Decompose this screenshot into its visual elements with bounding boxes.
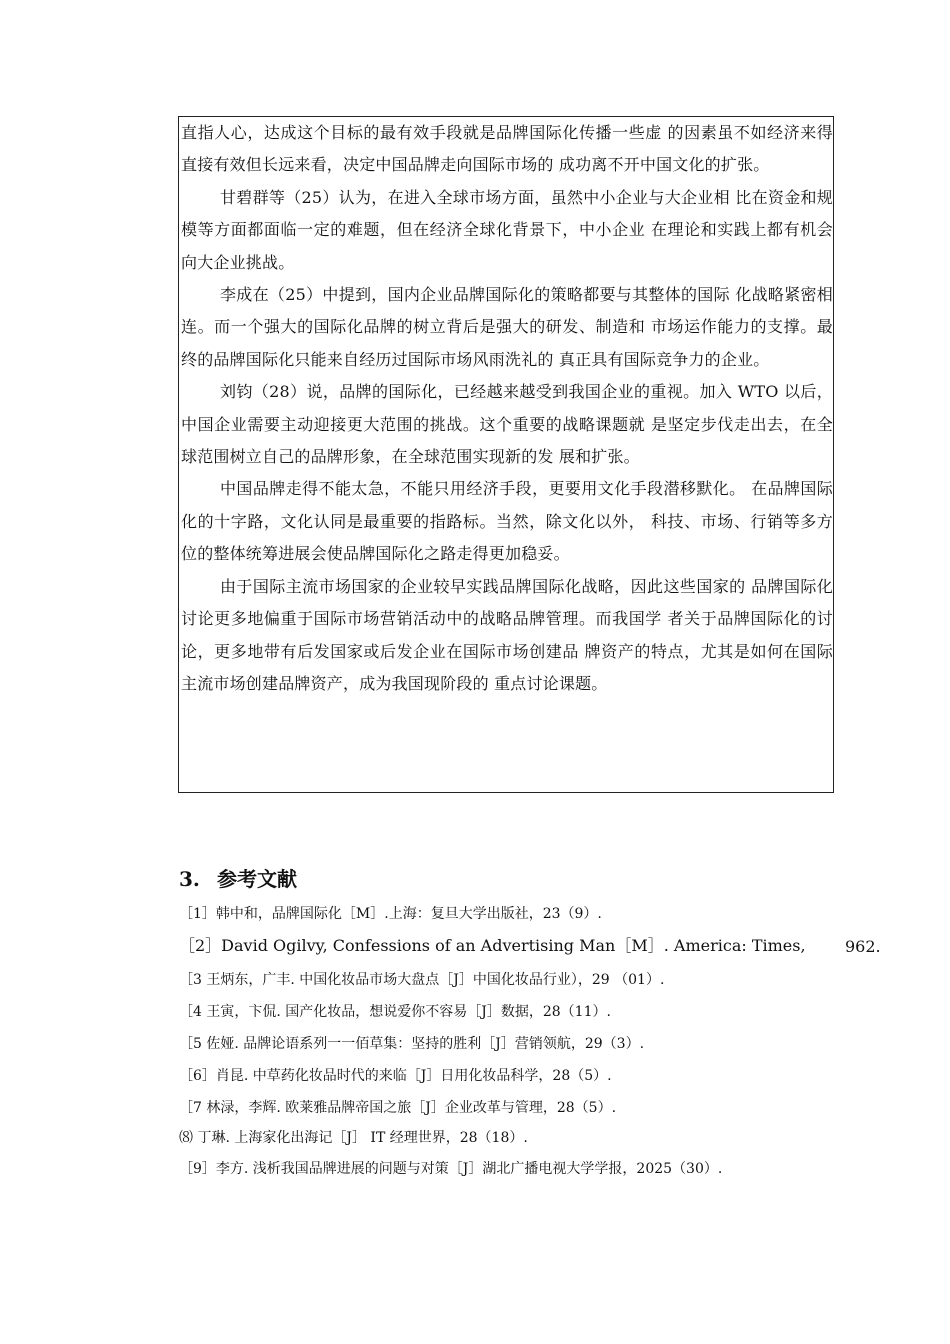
paragraph-gan-biqun: 甘碧群等（25）认为，在进入全球市场方面，虽然中小企业与大企业相 比在资金和规模等方面都面临一定的难题，但在经济全球化背景下，中小企业 在理论和实践上都有机会向大企业挑战。 bbox=[181, 187, 833, 272]
paragraph-liu-jun: 刘钧（28）说，品牌的国际化，已经越来越受到我国企业的重视。加入 WTO 以后，中国企业需要主动迎接更大范围的挑战。这个重要的战略课题就 是坚定步伐走出去，在全球范围树立自己的品牌形象，在全球范围实现新的发 展和扩张。 bbox=[181, 382, 833, 467]
references-heading-number: 3. bbox=[179, 867, 200, 891]
paragraph-chinese-brands: 中国品牌走得不能太急，不能只用经济手段，更要用文化手段潜移默化。 在品牌国际化的十字路，文化认同是最重要的指路标。当然，除文化以外， 科技、市场、行销等多方位的整体统筹进展会使品牌国际化之路走得更加稳妥。 bbox=[181, 479, 833, 564]
reference-item-1: ［1］韩中和，品牌国际化［M］.上海：复旦大学出版社，23（9）. bbox=[179, 906, 602, 922]
references-heading bbox=[179, 863, 297, 892]
reference-item-6: ［6］肖昆. 中草药化妆品时代的来临［J］日用化妆品科学，28（5）. bbox=[179, 1068, 612, 1084]
references-heading-title: 参考文献 bbox=[217, 867, 297, 891]
reference-item-2: ［2］David Ogilvy, Confessions of an Advertising Man［M］. America: Times, bbox=[179, 936, 806, 955]
paragraph-li-cheng: 李成在（25）中提到，国内企业品牌国际化的策略都要与其整体的国际 化战略紧密相连。而一个强大的国际化品牌的树立背后是强大的研发、制造和 市场运作能力的支撑。最终的品牌国际化只能来自经历过国际市场风雨洗礼的 真正具有国际竞争力的企业。 bbox=[181, 285, 833, 369]
reference-item-5: ［5 佐娅. 品牌论语系列一一佰草集：坚持的胜利［J］营销领航，29（3）. bbox=[179, 1036, 645, 1052]
reference-item-7: ［7 林渌，李辉. 欧莱雅品牌帝国之旅［J］企业改革与管理，28（5）. bbox=[179, 1100, 617, 1116]
reference-item-8: ⑻ 丁琳. 上海家化出海记［J］ IT 经理世界，28（18）. bbox=[179, 1130, 528, 1146]
paragraph-international-markets: 由于国际主流市场国家的企业较早实践品牌国际化战略，因此这些国家的 品牌国际化讨论更多地偏重于国际市场营销活动中的战略品牌管理。而我国学 者关于品牌国际化的讨论，更多地带有后发国家或后发企业在国际市场创建品 牌资产的特点，尤其是如何在国际主流市场创建品牌资产，成为我国现阶段的 重点讨论课题。 bbox=[181, 576, 833, 693]
reference-item-2-tail: 962. bbox=[845, 937, 881, 956]
reference-item-4: ［4 王寅，卞侃. 国产化妆品，想说爱你不容易［J］数据，28（11）. bbox=[179, 1004, 611, 1020]
reference-item-3: ［3 王炳东，广丰. 中国化妆品市场大盘点［J］中国化妆品行业），29 （01）. bbox=[179, 972, 665, 988]
paragraph-continuation: 直指人心，达成这个目标的最有效手段就是品牌国际化传播一些虚 的因素虽不如经济来得直接有效但长远来看，决定中国品牌走向国际市场的 成功离不开中国文化的扩张。 bbox=[181, 123, 833, 175]
reference-item-9: ［9］李方. 浅析我国品牌进展的问题与对策［J］湖北广播电视大学学报，2025（30）. bbox=[179, 1161, 723, 1177]
body-text-box bbox=[178, 116, 834, 793]
